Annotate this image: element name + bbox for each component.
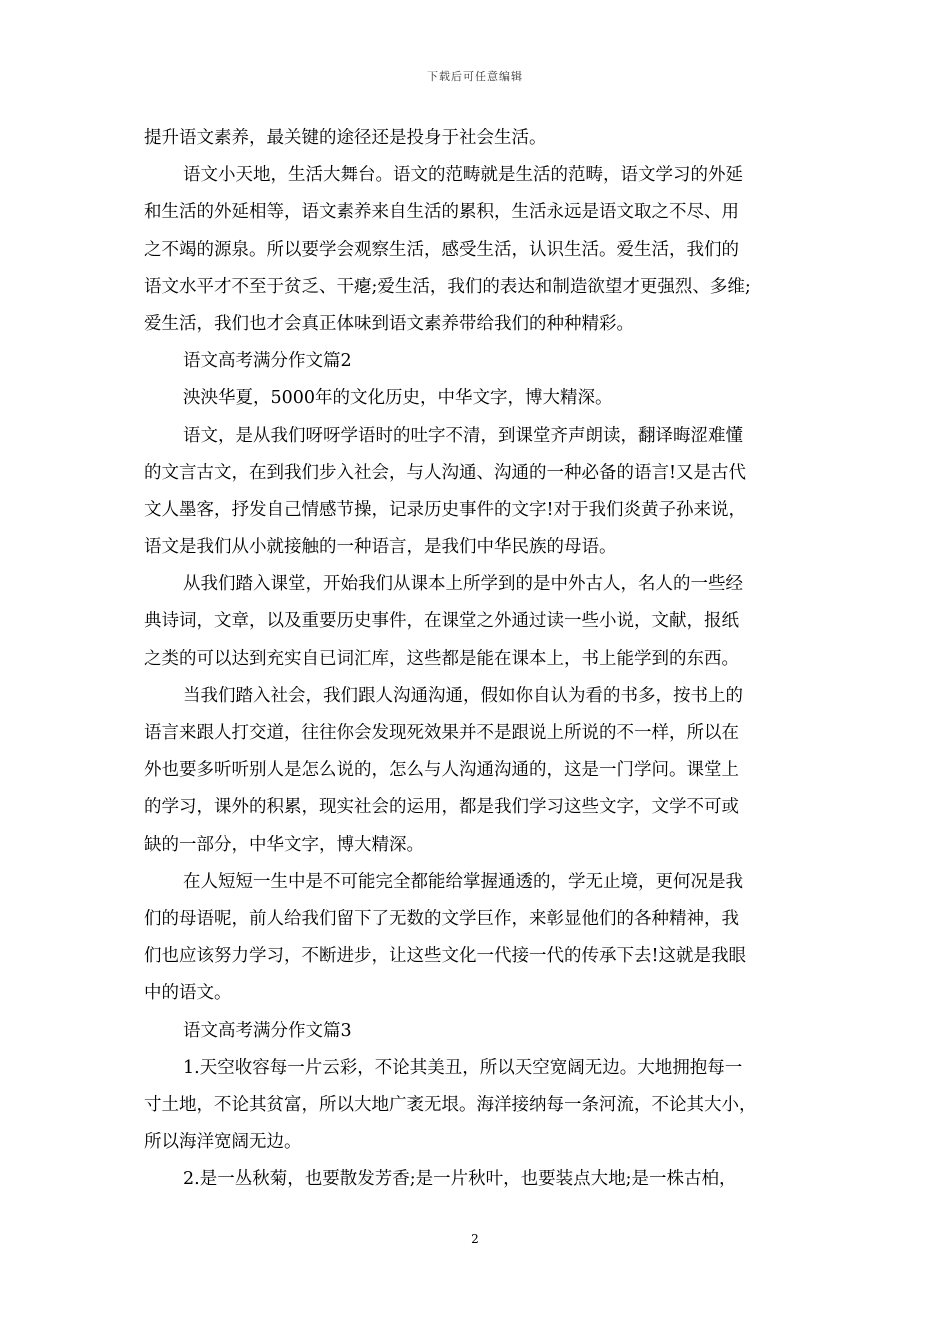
- text-line: 们也应该努力学习，不断进步，让这些文化一代接一代的传承下去!这就是我眼: [144, 946, 747, 967]
- text-line: 之类的可以达到充实自已词汇库，这些都是能在课本上，书上能学到的东西。: [144, 648, 739, 669]
- text-line: 提升语文素养，最关键的途径还是投身于社会生活。: [144, 128, 547, 148]
- document-body: [144, 120, 810, 1198]
- text-line: 之不竭的源泉。所以要学会观察生活，感受生活，认识生活。爱生活，我们的: [144, 239, 739, 260]
- text-line: 外也要多听听别人是怎么说的，怎么与人沟通沟通的，这是一门学问。课堂上: [144, 760, 739, 781]
- page-number: 2: [471, 1232, 479, 1246]
- text-line: 和生活的外延相等，语文素养来自生活的累积，生活永远是语文取之不尽、用: [144, 202, 739, 223]
- text-line: 从我们踏入课堂，开始我们从课本上所学到的是中外古人，名人的一些经: [183, 574, 743, 595]
- text-line: 缺的一部分，中华文字，博大精深。: [144, 834, 424, 855]
- text-line: 语文小天地，生活大舞台。语文的范畴就是生活的范畴，语文学习的外延: [183, 165, 743, 186]
- section-heading: 语文高考满分作文篇3: [183, 1020, 352, 1041]
- text-line: 寸土地，不论其贫富，所以大地广袤无垠。海洋接纳每一条河流，不论其大小，: [144, 1094, 757, 1115]
- text-line: 文人墨客，抒发自己情感节操，记录历史事件的文字!对于我们炎黄子孙来说，: [144, 499, 747, 520]
- text-line: 1.天空收容每一片云彩，不论其美丑，所以天空宽阔无边。大地拥抱每一: [183, 1057, 743, 1078]
- text-line: 的学习，课外的积累，现实社会的运用，都是我们学习这些文字，文学不可或: [144, 797, 739, 818]
- text-line: 当我们踏入社会，我们跟人沟通沟通，假如你自认为看的书多，按书上的: [183, 685, 743, 706]
- text-line: 2.是一丛秋菊，也要散发芳香;是一片秋叶，也要装点大地;是一株古柏，: [183, 1169, 737, 1190]
- text-line: 典诗词，文章，以及重要历史事件，在课堂之外通过读一些小说，文献，报纸: [144, 611, 739, 632]
- text-line: 爱生活，我们也才会真正体味到语文素养带给我们的种种精彩。: [144, 313, 634, 334]
- text-line: 所以海洋宽阔无边。: [144, 1132, 302, 1153]
- text-line: 语文，是从我们呀呀学语时的吐字不清，到课堂齐声朗读，翻译晦涩难懂: [183, 425, 743, 446]
- text-line: 中的语文。: [144, 983, 232, 1004]
- page-header: 下载后可任意编辑: [427, 70, 523, 83]
- text-line: 语文是我们从小就接触的一种语言，是我们中华民族的母语。: [144, 537, 617, 558]
- text-line: 语文水平才不至于贫乏、干瘪;爱生活，我们的表达和制造欲望才更强烈、多维;: [144, 276, 751, 297]
- text-line: 在人短短一生中是不可能完全都能给掌握通透的，学无止境，更何况是我: [183, 871, 743, 892]
- section-heading: 语文高考满分作文篇2: [183, 351, 352, 372]
- text-line: 的文言古文，在到我们步入社会，与人沟通、沟通的一种必备的语言!又是古代: [144, 462, 747, 483]
- text-line: 泱泱华夏，5000年的文化历史，中华文字，博大精深。: [183, 388, 613, 409]
- text-line: 语言来跟人打交道，往往你会发现死效果并不是跟说上所说的不一样，所以在: [144, 723, 739, 743]
- text-line: 们的母语呢，前人给我们留下了无数的文学巨作，来彰显他们的各种精神，我: [144, 908, 739, 929]
